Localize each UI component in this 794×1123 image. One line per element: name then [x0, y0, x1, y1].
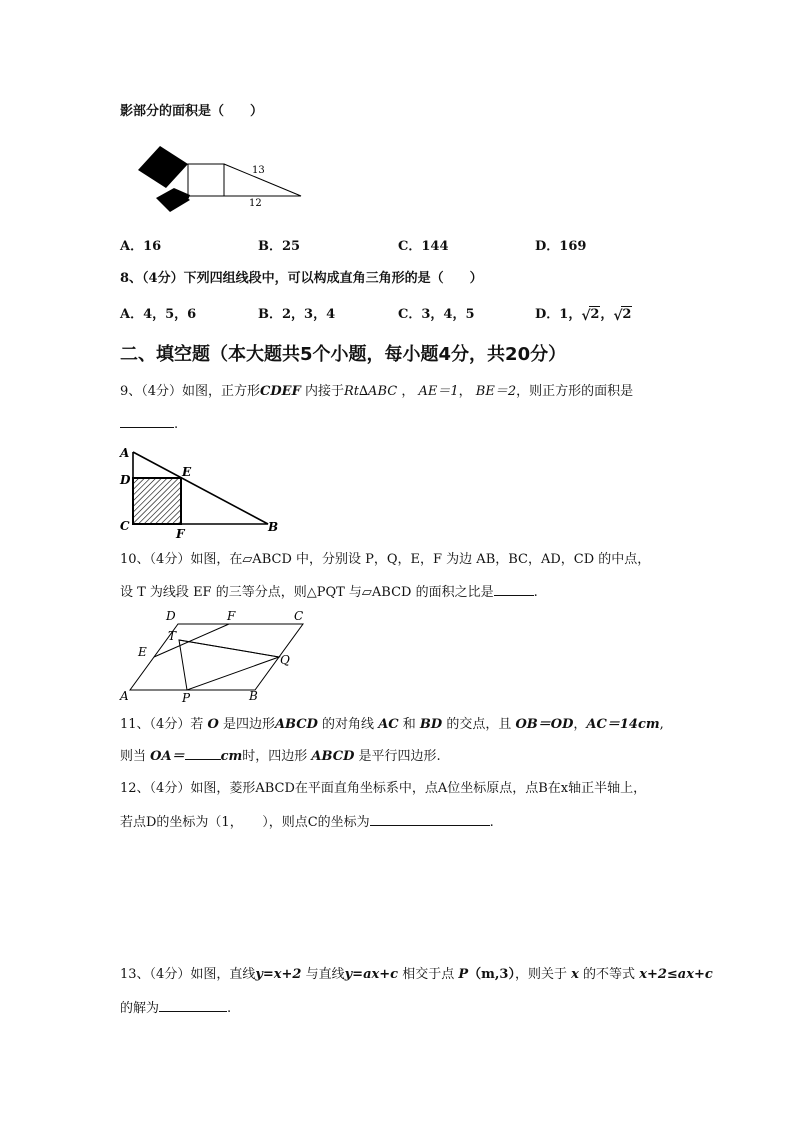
q10-line-1: 10、（4分）如图，在▱ABCD 中，分别设 P，Q，E，F 为边 AB，BC，AD，CD 的中点， [120, 552, 651, 567]
q10-figure [118, 608, 318, 706]
q10-label-f: F [227, 609, 236, 623]
q7-option-c: C．144 [398, 239, 449, 254]
q11-mid1: 是四边形 [222, 717, 275, 732]
q11-abcd: ABCD [274, 717, 318, 732]
q7-option-d: D．169 [535, 239, 587, 254]
q13-pcoord: （m,3） [468, 967, 515, 982]
q9-answer-blank[interactable] [120, 414, 174, 428]
q10-answer-blank[interactable] [494, 582, 534, 596]
q11-line2-prefix: 则当 [120, 749, 147, 764]
q7-option-a: A．16 [120, 239, 162, 254]
q13-answer-blank[interactable] [159, 998, 227, 1012]
q9-figure [118, 442, 288, 541]
q7-option-b: B．25 [258, 239, 301, 254]
q7-shaded-square-top [138, 146, 188, 188]
q7-shaded-square-bottom [156, 188, 190, 212]
q12-end: . [489, 815, 494, 830]
q11-prefix: 11、（4分）若 [120, 717, 204, 732]
q13-mid2: 相交于点 [402, 967, 455, 982]
q12-line-2 [120, 812, 494, 832]
q9-square-cdef [133, 478, 181, 524]
q9-mid: 内接于 [304, 384, 344, 399]
sqrt-2-first: √ 2 [581, 307, 600, 324]
q12-answer-blank[interactable] [370, 812, 490, 826]
q11-answer-blank[interactable] [185, 746, 221, 760]
q10-label-e: E [138, 645, 147, 659]
q9-answer-line [120, 414, 178, 434]
q10-end: . [533, 585, 538, 600]
q8-option-b: B．2，3，4 [258, 307, 336, 322]
q11-line2-mid: 时，四边形 [242, 749, 308, 764]
q9-sep-2: ， [458, 384, 472, 399]
q11-comma2: , [659, 717, 664, 732]
q9-sep-1: ， [401, 384, 415, 399]
q12-line-2-text: 若点D的坐标为（1， ），则点C的坐标为 [120, 815, 370, 830]
q11-cm2: cm [220, 749, 243, 764]
q10-label-q: Q [280, 653, 290, 667]
q13-line-2 [120, 998, 231, 1018]
q12-line-1: 12、（4分）如图，菱形ABCD在平面直角坐标系中，点A位坐标原点，点B在x轴正半轴上， [120, 781, 647, 796]
q10-label-c: C [294, 609, 304, 623]
q9-square-name: CDEF [260, 384, 301, 399]
q11-line2-tail: 是平行四边形. [358, 749, 441, 764]
q9-label-a: A [120, 446, 130, 460]
q11-abcd2: ABCD [311, 749, 355, 764]
q13-line2-prefix: 的解为 [120, 1001, 160, 1016]
q11-line-2 [120, 746, 441, 766]
q10-label-p: P [182, 691, 191, 705]
q11-and: 和 [402, 717, 416, 732]
q10-segment-ef [154, 624, 229, 657]
q13-mid3: ，则关于 [514, 967, 567, 982]
q8-option-c: C．3，4，5 [398, 307, 475, 322]
q13-end: . [227, 1001, 232, 1016]
section-2-title: 二、填空题（本大题共5个小题，每小题4分，共20分） [120, 344, 567, 365]
q13-p: P [458, 967, 469, 982]
q13-mid1: 与直线 [305, 967, 345, 982]
q13-ineq: x+2≤ax+c [639, 967, 713, 982]
q13-mid4: 的不等式 [583, 967, 636, 982]
q8-option-d-sep: ， [600, 307, 614, 322]
q9-prefix: 9、（4分）如图，正方形 [120, 384, 261, 399]
q10-line-2-text: 设 T 为线段 EF 的三等分点，则△PQT 与▱ABCD 的面积之比是 [120, 585, 494, 600]
sqrt-radicand-1: 2 [590, 307, 600, 322]
q8-option-d-prefix: D．1， [535, 307, 582, 322]
q9-label-d: D [120, 473, 131, 487]
q10-segment-tq [179, 640, 279, 657]
q11-cm: cm [637, 717, 660, 732]
q9-question-text [120, 383, 633, 401]
q11-ac14: AC＝14 [586, 717, 638, 732]
q7-figure [136, 140, 306, 212]
q11-ac: AC [378, 717, 399, 732]
q11-mid3: 的交点，且 [446, 717, 512, 732]
q9-triangle-name: Rt∆ABC [343, 384, 398, 399]
q13-line1: y=x+2 [255, 967, 302, 982]
q9-ae: AE＝1 [418, 384, 459, 399]
q9-tail: ，则正方形的面积是 [516, 384, 634, 399]
q7-square [188, 164, 224, 196]
q11-ob-od: OB＝OD [515, 717, 574, 732]
q9-label-f: F [176, 527, 185, 541]
q10-label-a: A [120, 689, 129, 703]
q11-oa: OA＝ [150, 749, 185, 764]
q11-bd: BD [419, 717, 443, 732]
sqrt-2-second: √ 2 [613, 307, 632, 324]
q11-line-1 [120, 716, 664, 734]
q10-label-b: B [249, 689, 258, 703]
q11-comma: ， [573, 717, 587, 732]
q10-label-t: T [168, 629, 177, 643]
q10-label-d: D [166, 609, 176, 623]
q11-mid2: 的对角线 [322, 717, 375, 732]
q9-end: . [174, 417, 179, 432]
q13-line-1 [120, 966, 713, 984]
q8-question-text: 8、（4分）下列四组线段中，可以构成直角三角形的是（ ） [120, 271, 483, 286]
q7-label-13: 13 [252, 165, 265, 176]
q13-line2: y=ax+c [344, 967, 399, 982]
q8-option-a: A．4，5，6 [120, 307, 197, 322]
q10-line-2 [120, 582, 538, 602]
q13-x: x [571, 967, 579, 982]
q10-triangle-pqt [179, 640, 279, 690]
q8-option-d [535, 306, 632, 324]
q9-label-c: C [120, 519, 130, 533]
q7-label-12: 12 [249, 198, 262, 209]
q11-o: O [207, 717, 219, 732]
q9-label-b: B [268, 520, 279, 534]
q7-question-text: 影部分的面积是（ ） [120, 104, 264, 119]
q9-label-e: E [182, 465, 192, 479]
q9-be: BE＝2 [475, 384, 517, 399]
q13-prefix: 13、（4分）如图，直线 [120, 967, 256, 982]
sqrt-radicand-2: 2 [622, 307, 632, 322]
